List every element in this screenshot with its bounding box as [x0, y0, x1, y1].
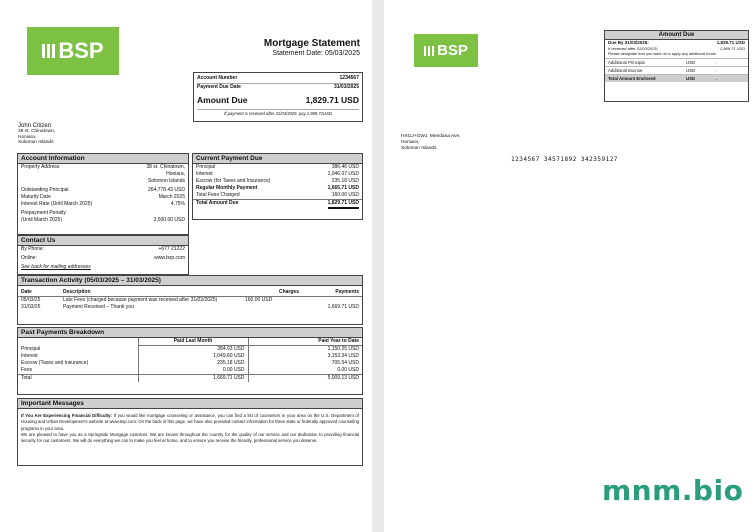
- current-payment-value: 160.00 USD: [331, 192, 359, 198]
- account-info-row: [18, 217, 188, 224]
- table-row: [18, 297, 362, 305]
- message-paragraph-2: We are pleased to have you as a Springside Mortgage customer. We are known throughout the country for the quality of our service and our dedication to providing financial security for our customers. We will do everything we can to make you feel at home, and to ensure you receive the friendly, professional service you deserve.: [21, 431, 359, 444]
- table-row: [18, 346, 362, 354]
- account-info-value: 38 st. Chinatown,: [146, 164, 185, 170]
- table-row: [18, 304, 362, 311]
- past-payment-last-month: 1,669.71 USD: [138, 375, 248, 383]
- coupon-row: [605, 66, 748, 74]
- logo-text: BSP: [58, 38, 104, 63]
- account-info-value: 264,778.43 USD: [148, 187, 185, 193]
- coupon-row-amount-input[interactable]: .: [716, 75, 718, 81]
- table-row: [18, 375, 362, 383]
- txn-payments: 1,669.71 USD: [327, 304, 359, 310]
- current-payment-label: Regular Monthly Payment: [196, 185, 258, 191]
- due-by-value: 1,829.71 USD: [716, 40, 745, 45]
- due-by-label: Due By 31/03/2025:: [608, 40, 649, 45]
- important-messages-title: Important Messages: [18, 399, 362, 409]
- col-date: Date: [21, 289, 32, 295]
- current-payment-value: 1,665.71 USD: [327, 185, 359, 191]
- coupon-row-currency: USD: [686, 75, 696, 81]
- statement-page-front: [0, 0, 372, 532]
- past-payment-label: Interest: [18, 353, 138, 360]
- coupon-row: [605, 58, 748, 66]
- account-info-label: Property Address: [21, 164, 60, 170]
- current-payment-value: 386.46 USD: [331, 164, 359, 170]
- current-payment-section: [192, 153, 363, 220]
- customer-address-2: Honiara,: [18, 134, 37, 140]
- mailing-address-3: Solomon Islands: [401, 146, 437, 151]
- current-payment-row: [193, 164, 362, 171]
- phone-number[interactable]: +677 21222: [158, 246, 185, 252]
- mailing-address-note[interactable]: See back for mailing addresses: [21, 264, 91, 270]
- current-payment-label: Escrow (for Taxes and Insurance): [196, 178, 271, 184]
- bsp-logo: [414, 34, 478, 67]
- account-info-value: Solomon Islands: [148, 178, 185, 184]
- account-info-value: 3,500.00 USD: [153, 217, 185, 223]
- account-info-value: Honiara,: [166, 171, 185, 177]
- current-payment-row: [193, 199, 362, 209]
- due-date-label: Payment Due Date: [197, 84, 241, 90]
- past-payments-table: [18, 338, 362, 382]
- transaction-activity-section: [17, 275, 363, 325]
- table-row: [18, 367, 362, 375]
- past-payment-ytd: 3,153.34 USD: [327, 353, 359, 359]
- current-payment-value: 1,046.07 USD: [327, 171, 359, 177]
- current-payment-label: Principal: [196, 164, 216, 170]
- contact-us-section: [17, 235, 189, 275]
- statement-page-coupon: [384, 0, 756, 532]
- current-payment-value: 1,829.71 USD: [328, 200, 359, 209]
- txn-charges: [242, 304, 302, 311]
- col-description: Description: [63, 289, 91, 295]
- txn-charges: 160.00 USD: [245, 297, 273, 303]
- past-payment-last-month: 0.00 USD: [138, 367, 248, 375]
- bsp-logo: [27, 27, 119, 75]
- website-link[interactable]: www.bsp.com: [154, 255, 185, 261]
- coupon-row: [605, 74, 748, 82]
- past-payment-last-month: 1,049.60 USD: [138, 353, 248, 360]
- coupon-title: Amount Due: [605, 31, 748, 40]
- col-paid-last-month: Paid Last Month: [138, 338, 248, 346]
- account-information-section: [17, 153, 189, 235]
- current-payment-row: [193, 178, 362, 185]
- coupon-row-amount-input[interactable]: .: [716, 67, 718, 73]
- transaction-activity-title: Transaction Activity (05/03/2025 – 31/03/2025): [18, 276, 362, 286]
- mailing-address-2: Honiara,: [401, 140, 420, 145]
- online-label: Online:: [21, 255, 37, 261]
- col-payments: Payments: [335, 289, 359, 295]
- after-label: If received after 31/03/2025:: [608, 46, 658, 51]
- important-messages-section: [17, 398, 363, 466]
- transactions-table: [18, 289, 362, 311]
- current-payment-title: Current Payment Due: [193, 154, 362, 164]
- txn-payments: [302, 297, 362, 305]
- current-payment-row: [193, 171, 362, 178]
- current-payment-label: Total Amount Due: [196, 200, 239, 206]
- customer-address-3: Solomon Islands: [18, 140, 54, 145]
- statement-date: 05/03/2025: [324, 50, 360, 57]
- customer-address-1: 38 st. Chinatown,: [18, 129, 56, 134]
- table-row: [18, 360, 362, 367]
- current-payment-label: Total Fees Charged: [196, 192, 240, 198]
- past-payments-title: Past Payments Breakdown: [18, 328, 362, 338]
- contact-us-title: Contact Us: [18, 236, 188, 246]
- message-lead: If You Are Experiencing Financial Difficulty:: [21, 413, 112, 418]
- amount-due-coupon: [604, 30, 749, 102]
- txn-description: Late Fees (charged because payment was received after 31/03/2025): [63, 297, 218, 303]
- payment-summary-box: [193, 72, 363, 122]
- coupon-row-currency: USD: [686, 59, 696, 65]
- txn-description: Payment Received – Thank you: [63, 304, 134, 310]
- account-info-row: [18, 164, 188, 171]
- account-info-label: Maturity Date: [21, 194, 51, 200]
- account-info-row: [18, 178, 188, 185]
- past-payments-section: [17, 327, 363, 395]
- current-payment-label: Interest: [196, 171, 213, 177]
- past-payment-last-month: 384.93 USD: [138, 346, 248, 354]
- past-payment-ytd: 0.00 USD: [337, 367, 359, 373]
- past-payment-ytd: 1,150.25 USD: [327, 346, 359, 352]
- txn-date: 05/03/25: [21, 297, 41, 303]
- past-payment-label: Escrow (Taxes and Insurance): [18, 360, 138, 367]
- customer-name: John Citizen: [18, 123, 52, 129]
- late-payment-note: If payment is received after 31/03/2025, pay 1,989.71USD: [197, 109, 359, 116]
- current-payment-value: 235.18 USD: [331, 178, 359, 184]
- past-payment-label: Fees: [18, 367, 138, 375]
- statement-title: Mortgage Statement: [263, 38, 360, 49]
- account-info-row: [18, 194, 188, 201]
- account-info-row: [18, 210, 188, 217]
- account-information-title: Account Information: [18, 154, 188, 164]
- account-info-label: Outstanding Principal: [21, 187, 69, 193]
- phone-label: By Phone:: [21, 246, 45, 252]
- account-info-value: 4.75%: [170, 201, 185, 207]
- logo-text: BSP: [437, 42, 468, 59]
- txn-date: 31/03/25: [21, 304, 41, 310]
- watermark-text: mnm.bio: [602, 474, 744, 507]
- account-info-value: March 2025: [158, 194, 185, 200]
- coupon-instructions: Please designate how you want us to apply any additional funds:: [608, 52, 717, 56]
- micr-line: 1234567 34571892 342359127: [511, 156, 618, 163]
- due-date: 31/03/2025: [333, 84, 359, 90]
- account-info-row: [18, 171, 188, 178]
- amount-due: 1,829.71 USD: [305, 95, 359, 105]
- col-charges: Charges: [278, 289, 299, 295]
- account-info-row: [18, 187, 188, 194]
- amount-due-label: Amount Due: [197, 95, 248, 105]
- col-blank: [18, 338, 138, 346]
- past-payment-label: Total: [18, 375, 138, 383]
- logo-bars-icon: [424, 46, 434, 56]
- account-info-label: Prepayment Penalty: [21, 210, 67, 216]
- account-number: 1234567: [339, 75, 359, 81]
- past-payment-label: Principal: [18, 346, 138, 354]
- table-row: [18, 353, 362, 360]
- col-paid-ytd: Paid Year to Date: [248, 338, 362, 346]
- coupon-row-label: Additional Principal: [608, 59, 645, 65]
- current-payment-row: [193, 185, 362, 192]
- past-payment-last-month: 235.18 USD: [138, 360, 248, 367]
- past-payment-ytd: 5,009.13 USD: [248, 375, 362, 383]
- coupon-row-currency: USD: [686, 67, 696, 73]
- account-info-row: [18, 201, 188, 208]
- account-info-label: (Until March 2025): [21, 217, 63, 223]
- after-value: 1,989.71 USD: [719, 46, 745, 51]
- account-number-label: Account Number: [197, 75, 238, 81]
- coupon-row-label: Additional Escrow: [608, 67, 643, 73]
- message-paragraph-1: If you would like mortgage counseling or assistance, you can find a list of counselors in your area on the U.S. Department of Housing and Urban Development's website at www.bsp.com. On the back of this page, we have also provided contact information for three state or federally approved counseling programs in your area.: [21, 413, 359, 431]
- mailing-address-1: HXGJ+GWJ, Mendana Ave,: [401, 134, 461, 139]
- current-payment-row: [193, 192, 362, 199]
- past-payment-ytd: 705.54 USD: [331, 360, 359, 366]
- coupon-row-amount-input[interactable]: .: [716, 59, 718, 65]
- logo-bars-icon: [42, 44, 55, 58]
- coupon-row-label: Total Amount Enclosed: [608, 75, 656, 81]
- account-info-label: Interest Rate (Until March 2025): [21, 201, 93, 207]
- statement-date-label: Statement Date:: [272, 50, 323, 57]
